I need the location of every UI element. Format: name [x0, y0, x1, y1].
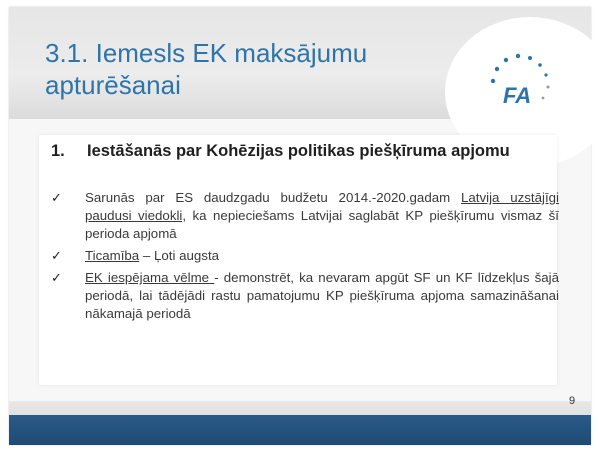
bullet-text-part: ka nepieciešams Latvijai saglabāt KP piešķīrumu vismaz šī perioda apjomā	[85, 208, 559, 241]
bullet-text	[85, 269, 559, 323]
bullet-underlined-text: Latvija uzstājīgi paudusi viedokli,	[85, 190, 559, 223]
bullet-list	[51, 189, 559, 327]
slide	[9, 7, 591, 445]
check-mark-icon: ✓	[51, 270, 62, 285]
check-mark-icon: ✓	[51, 190, 62, 205]
footer-bar	[9, 415, 591, 445]
check-mark-icon: ✓	[51, 248, 62, 263]
heading-text: Iestāšanās par Kohēzijas politikas piešķīruma apjomu	[87, 142, 510, 160]
content-panel	[39, 135, 557, 385]
section-heading	[51, 141, 551, 162]
heading-number: 1.	[51, 142, 65, 160]
svg-text:FA: FA	[503, 83, 532, 108]
page-number: 9	[569, 395, 576, 407]
bullet-underlined-text: Ticamība	[85, 248, 140, 263]
bullet-text	[85, 189, 559, 243]
bullet-text-part: – Ļoti augsta	[139, 248, 220, 263]
bullet-item	[51, 189, 559, 243]
bullet-item	[51, 247, 559, 265]
bullet-item	[51, 269, 559, 323]
bullet-text-part: - demonstrēt, ka nevaram apgūt SF un KF līdzekļus šajā periodā, lai tādējādi rastu pamatojumu KP piešķīruma apjoma samazināšanai nākamajā periodā	[85, 270, 559, 321]
fa-logo-icon	[483, 47, 553, 111]
bullet-text	[85, 247, 559, 265]
bullet-underlined-text: EK iespējama vēlme	[85, 270, 215, 285]
slide-title: 3.1. Iemesls EK maksājumu apturēšanai	[45, 38, 368, 100]
bullet-text-part: Sarunās par ES daudzgadu budžetu 2014.-2020.gadam	[85, 190, 461, 205]
